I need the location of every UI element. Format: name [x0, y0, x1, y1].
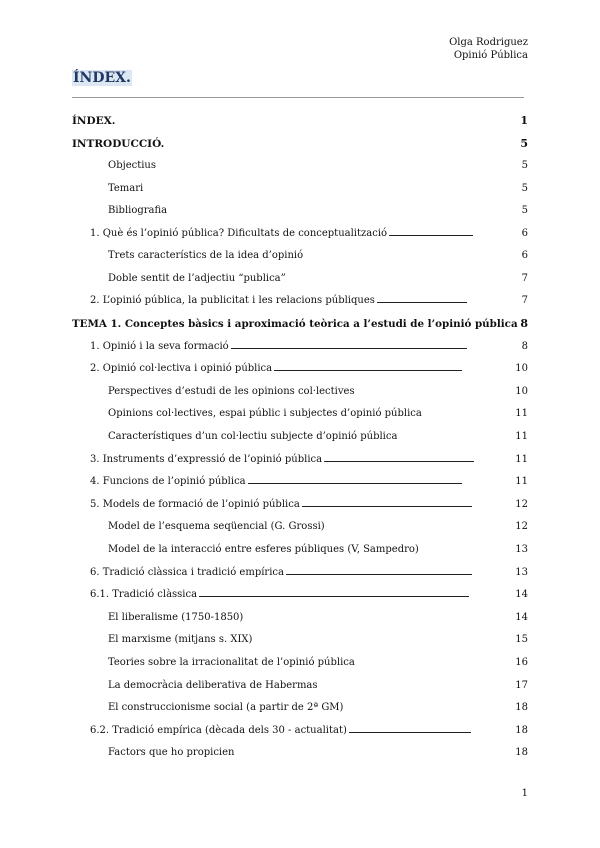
- toc-entry[interactable]: El marxisme (mitjans s. XIX) 15: [108, 634, 528, 645]
- toc-entry[interactable]: Model de la interacció entre esferes públiques (V, Sampedro) 13: [108, 544, 528, 555]
- toc-entry[interactable]: Teories sobre la irracionalitat de l’opinió pública 16: [108, 657, 528, 668]
- toc-entry[interactable]: Perspectives d’estudi de les opinions col·lectives 10: [108, 386, 528, 397]
- leader-line: [324, 453, 474, 462]
- toc-entry[interactable]: Doble sentit de l’adjectiu “publica” 7: [108, 273, 528, 284]
- toc-entry[interactable]: Característiques d’un col·lectiu subjecte d’opinió pública 11: [108, 431, 528, 442]
- toc-entry[interactable]: 6.1. Tradició clàssica 14: [90, 589, 528, 600]
- toc-entry[interactable]: 6. Tradició clàssica i tradició empírica 13: [90, 567, 528, 578]
- title-divider: [72, 97, 524, 98]
- toc-entry[interactable]: Bibliografia 5: [108, 205, 528, 216]
- toc-entry[interactable]: 2. Opinió col·lectiva i opinió pública 10: [90, 363, 528, 374]
- toc-entry[interactable]: 5. Models de formació de l’opinió pública 12: [90, 499, 528, 510]
- toc-entry[interactable]: 6.2. Tradició empírica (dècada dels 30 - actualitat) 18: [90, 725, 528, 736]
- toc-entry[interactable]: Temari 5: [108, 183, 528, 194]
- toc-entry[interactable]: Trets característics de la idea d’opinió 6: [108, 250, 528, 261]
- toc-entry[interactable]: La democràcia deliberativa de Habermas 17: [108, 680, 528, 691]
- leader-line: [248, 475, 462, 484]
- header-course: Opinió Pública: [453, 50, 528, 61]
- page-title: ÍNDEX.: [73, 70, 131, 86]
- leader-line: [302, 498, 472, 507]
- header-author: Olga Rodriguez: [449, 37, 528, 48]
- toc-entry[interactable]: 1. Què és l’opinió pública? Dificultats de conceptualització 6: [90, 228, 528, 239]
- toc-entry[interactable]: El construccionisme social (a partir de 2ª GM) 18: [108, 702, 528, 713]
- toc-entry[interactable]: Objectius 5: [108, 160, 528, 171]
- leader-line: [389, 227, 473, 236]
- toc-entry[interactable]: INTRODUCCIÓ. 5: [72, 137, 528, 150]
- page-number: 1: [521, 788, 528, 799]
- toc-entry[interactable]: Factors que ho propicien 18: [108, 747, 528, 758]
- toc-entry[interactable]: TEMA 1. Conceptes bàsics i aproximació teòrica a l’estudi de l’opinió pública 8: [72, 317, 528, 330]
- toc-entry[interactable]: 3. Instruments d’expressió de l’opinió pública 11: [90, 454, 528, 465]
- leader-line: [199, 588, 469, 597]
- toc-entry[interactable]: 1. Opinió i la seva formació 8: [90, 341, 528, 352]
- leader-line: [377, 294, 467, 303]
- toc-entry[interactable]: 2. L’opinió pública, la publicitat i les relacions públiques 7: [90, 295, 528, 306]
- leader-line: [286, 566, 472, 575]
- toc-entry[interactable]: El liberalisme (1750-1850) 14: [108, 612, 528, 623]
- leader-line: [274, 362, 462, 371]
- toc-entry[interactable]: Model de l’esquema seqüencial (G. Grossi) 12: [108, 521, 528, 532]
- leader-line: [349, 724, 471, 733]
- toc-entry[interactable]: ÍNDEX. 1: [72, 114, 528, 127]
- toc-entry[interactable]: 4. Funcions de l’opinió pública 11: [90, 476, 528, 487]
- leader-line: [231, 340, 467, 349]
- page-header: [449, 36, 528, 62]
- toc-entry[interactable]: Opinions col·lectives, espai públic i subjectes d’opinió pública 11: [108, 408, 528, 419]
